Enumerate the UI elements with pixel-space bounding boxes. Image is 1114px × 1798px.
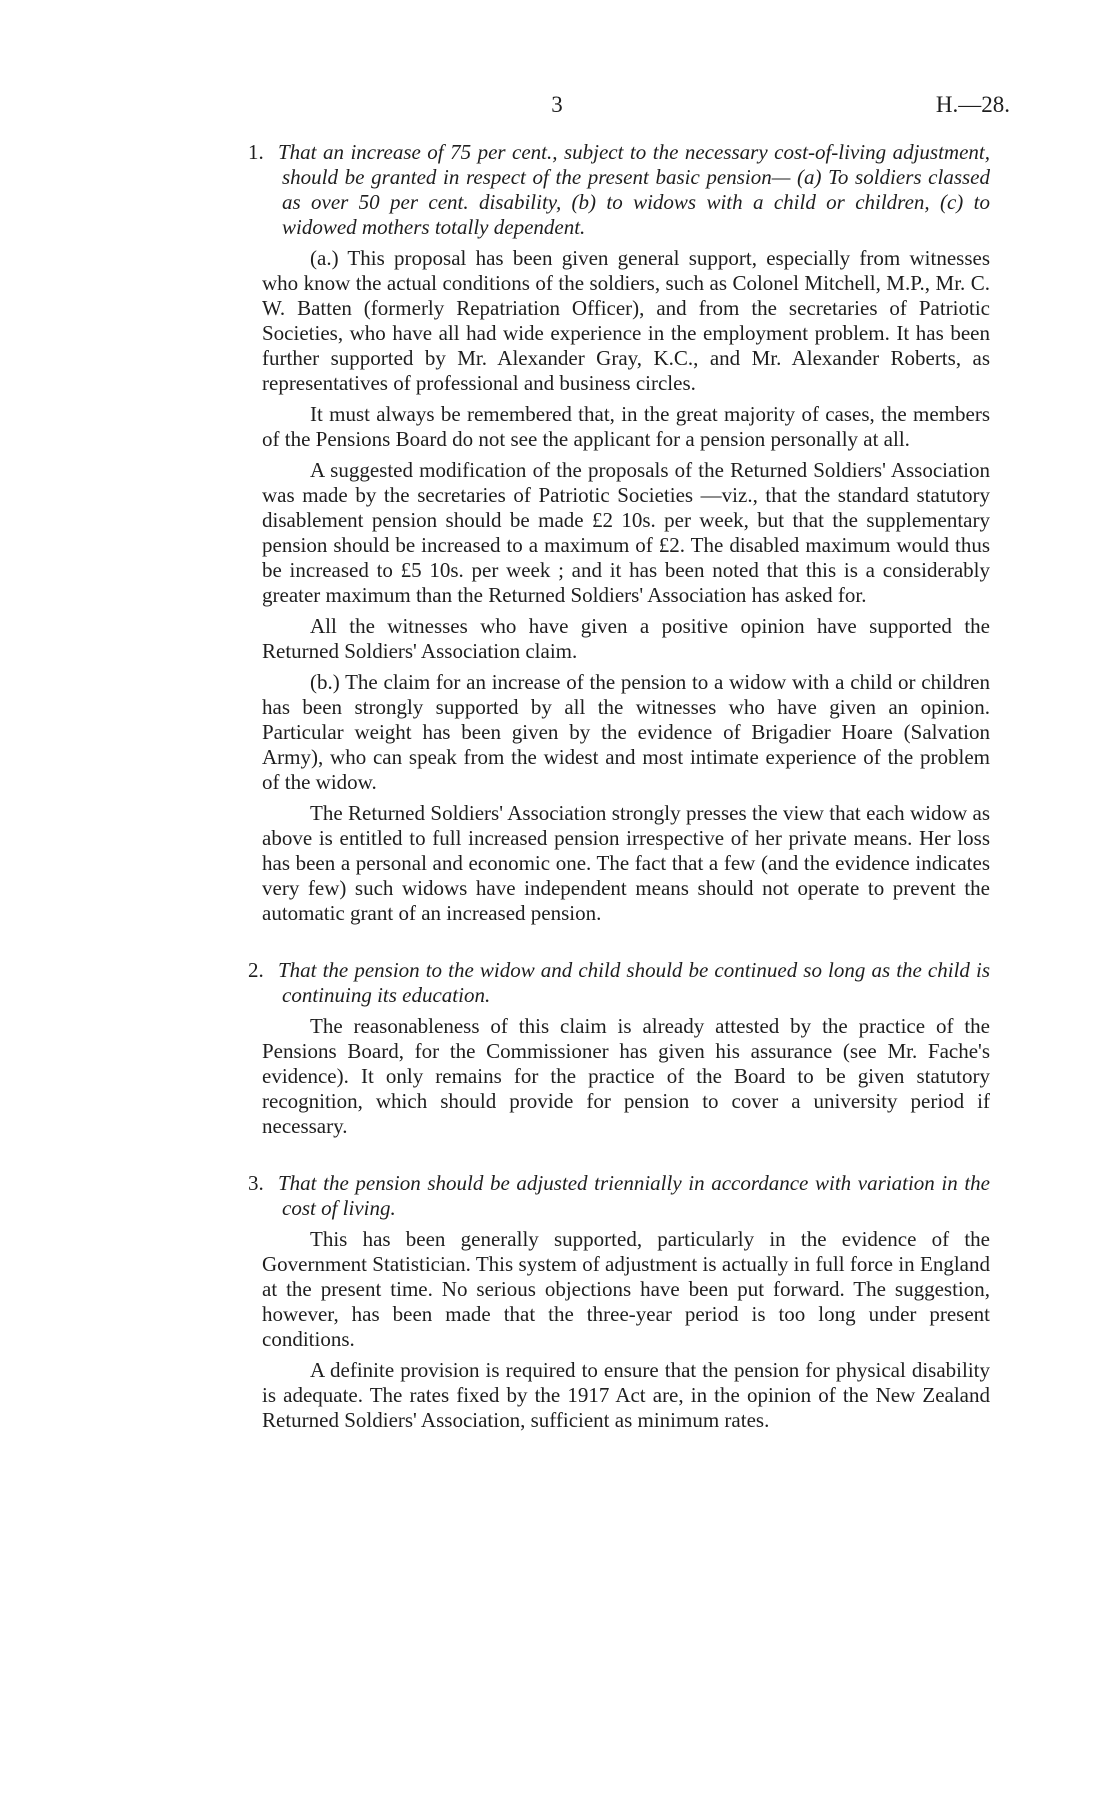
paragraph: A definite provision is required to ensure that the pension for physical disability is adequate. The rates fixed by the 1917 Act are, in the opinion of the New Zealand Returned Soldiers' Association, sufficient as minimum rates.	[262, 1358, 990, 1432]
section-3	[248, 1171, 990, 1433]
section-heading	[248, 958, 990, 1008]
paragraph: All the witnesses who have given a positive opinion have supported the Returned Soldiers' Association claim.	[262, 614, 990, 663]
page-number: 3	[551, 92, 563, 117]
paragraph: (b.) The claim for an increase of the pension to a widow with a child or children has been strongly supported by all the witnesses who have given an opinion. Particular weight has been given by the evidence of Brigadier Hoare (Salvation Army), who can speak from the widest and most intimate experience of the problem of the widow.	[262, 670, 990, 794]
document-reference: H.—28.	[935, 92, 1010, 117]
section-1	[248, 140, 990, 926]
section-number: 3.	[248, 1171, 264, 1195]
paragraph: This has been generally supported, particularly in the evidence of the Government Statistician. This system of adjustment is actually in full force in England at the present time. No serious objections have been put forward. The suggestion, however, has been made that the three-year period is too long under present conditions.	[262, 1227, 990, 1351]
paragraph: A suggested modification of the proposals of the Returned Soldiers' Association was made by the secretaries of Patriotic Societies —viz., that the standard statutory disablement pension should be made £2 10s. per week, but that the supplementary pension should be increased to a maximum of £2. The disabled maximum would thus be increased to £5 10s. per week ; and it has been noted that this is a considerably greater maximum than the Returned Soldiers' Association has asked for.	[262, 458, 990, 607]
section-heading-text: That an increase of 75 per cent., subject to the necessary cost-of-living adjustment, should be granted in respect of the present basic pension— (a) To soldiers classed as over 50 per cent. disability, (b) to widows with a child or children, (c) to widowed mothers totally dependent.	[278, 140, 990, 239]
paragraph: The reasonableness of this claim is already attested by the practice of the Pensions Board, for the Commissioner has given his assurance (see Mr. Fache's evidence). It only remains for the practice of the Board to be given statutory recognition, which should provide for pension to cover a university period if necessary.	[262, 1014, 990, 1138]
section-number: 2.	[248, 958, 264, 982]
paragraph: The Returned Soldiers' Association strongly presses the view that each widow as above is entitled to full increased pension irrespective of her private means. Her loss has been a personal and economic one. The fact that a few (and the evidence indicates very few) such widows have independent means should not operate to prevent the automatic grant of an increased pension.	[262, 801, 990, 925]
section-heading-text: That the pension should be adjusted triennially in accordance with variation in the cost of living.	[278, 1171, 990, 1220]
paragraph: It must always be remembered that, in the great majority of cases, the members of the Pensions Board do not see the applicant for a pension personally at all.	[262, 402, 990, 451]
section-heading-text: That the pension to the widow and child should be continued so long as the child is continuing its education.	[278, 958, 990, 1007]
section-heading	[248, 140, 990, 240]
body-text	[248, 140, 990, 1439]
running-head	[0, 92, 1114, 122]
paragraph: (a.) This proposal has been given general support, especially from witnesses who know the actual conditions of the soldiers, such as Colonel Mitchell, M.P., Mr. C. W. Batten (formerly Repatriation Officer), and from the secretaries of Patriotic Societies, who have all had wide experience in the employment problem. It has been further supported by Mr. Alexander Gray, K.C., and Mr. Alexander Roberts, as representatives of professional and business circles.	[262, 246, 990, 395]
section-2	[248, 958, 990, 1139]
section-heading	[248, 1171, 990, 1221]
section-number: 1.	[248, 140, 264, 164]
